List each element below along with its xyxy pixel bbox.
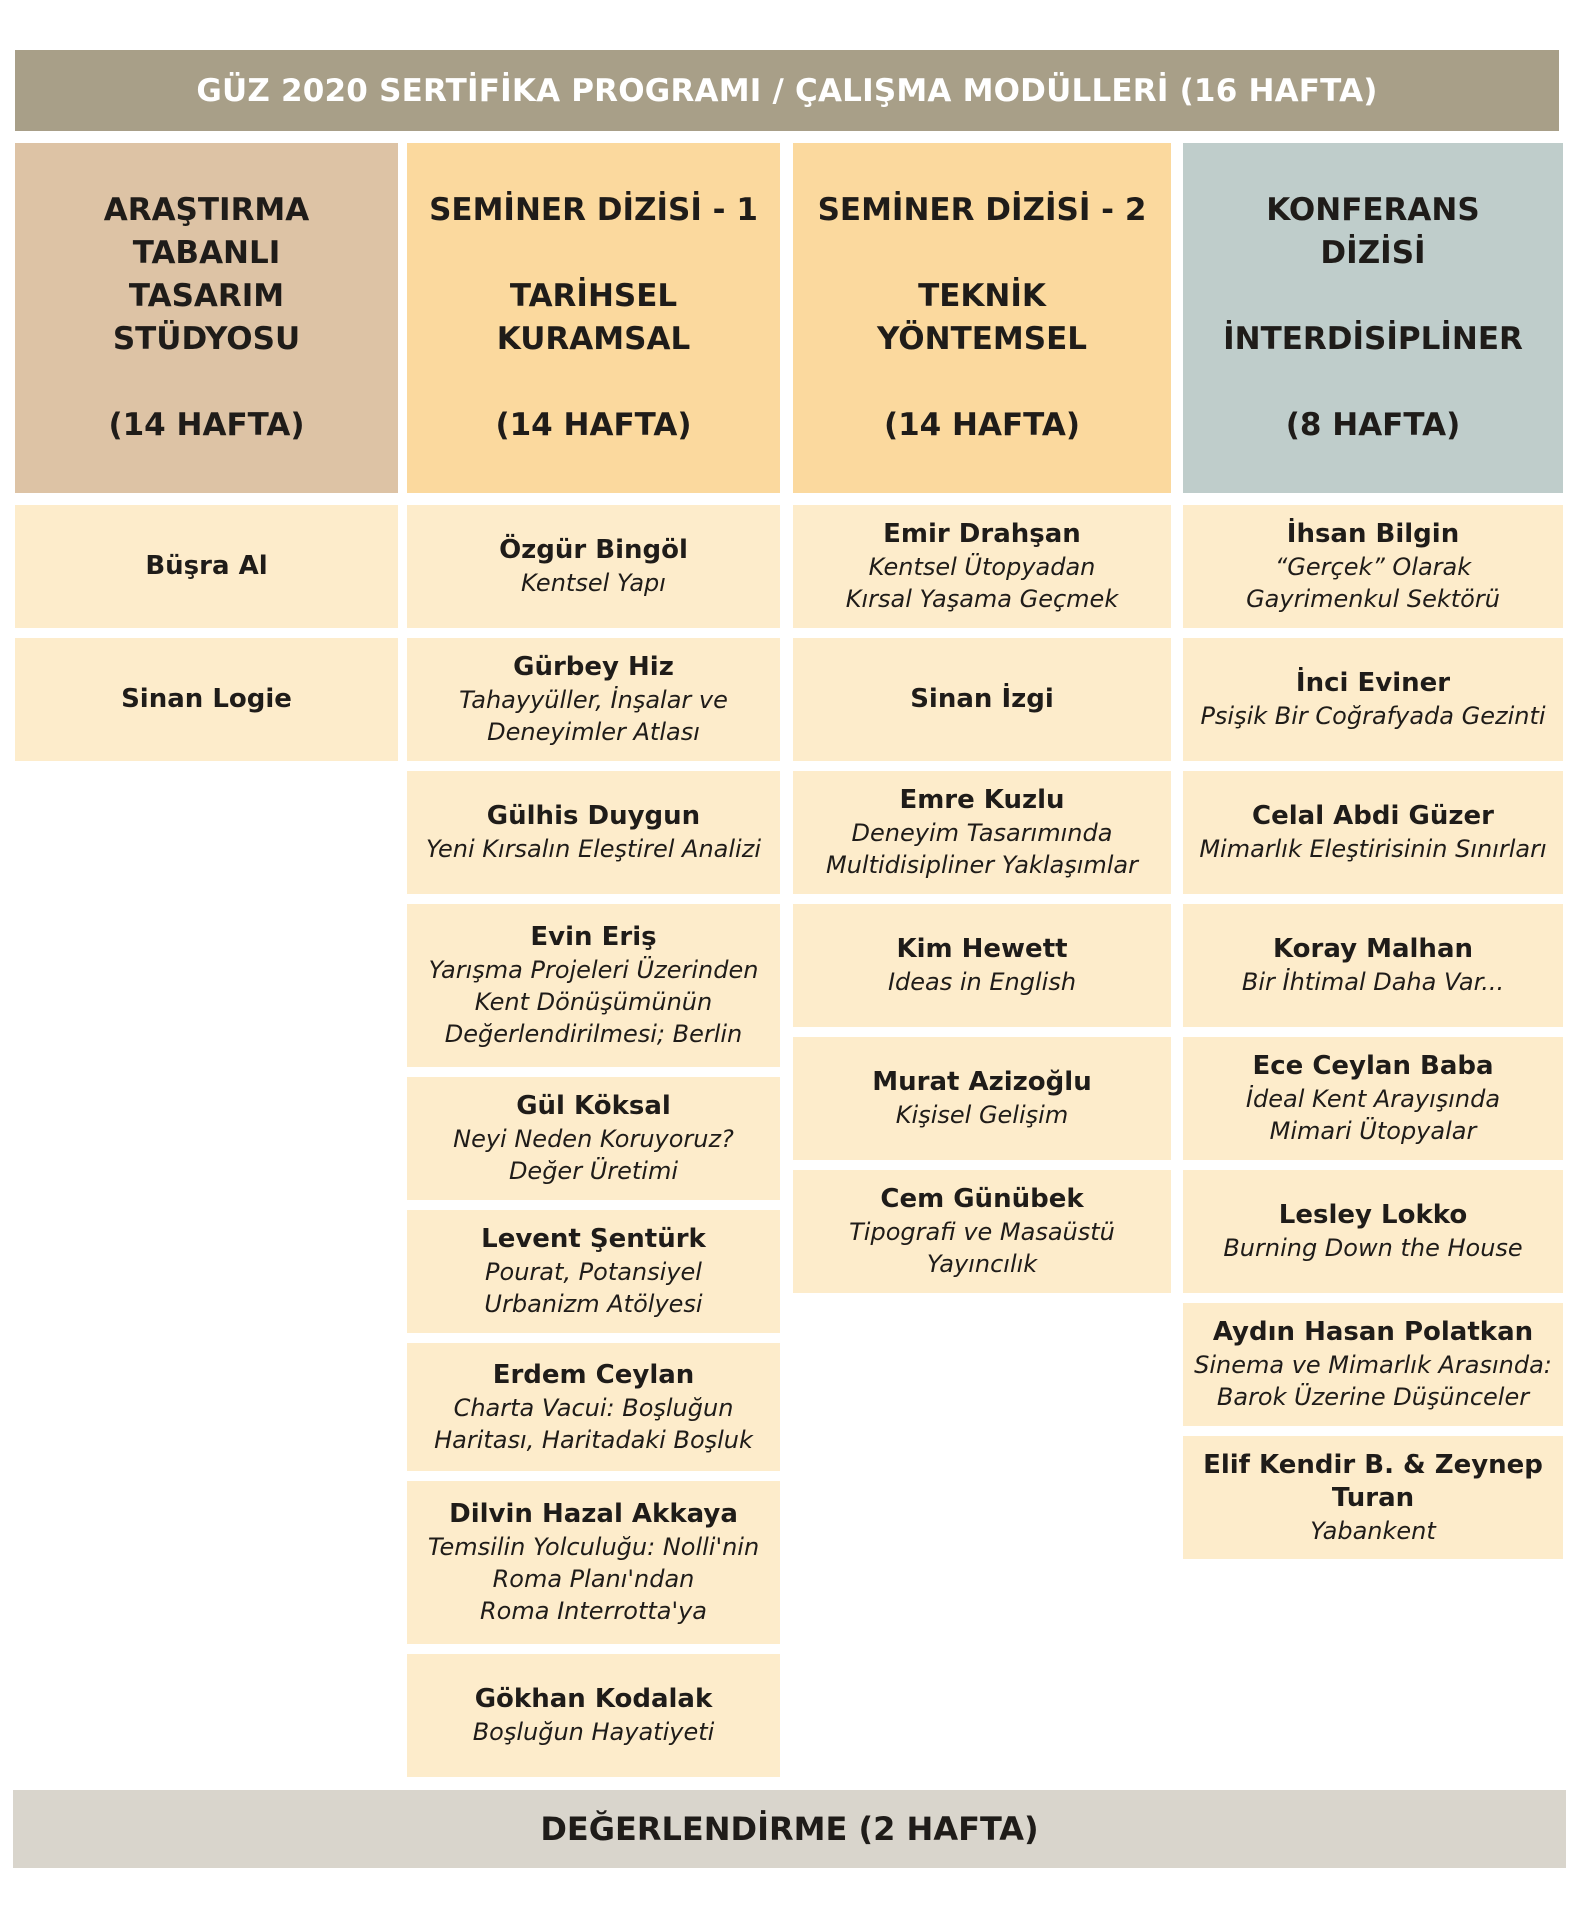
- module-card: [407, 505, 780, 628]
- instructor-name: Lesley Lokko: [1278, 1200, 1468, 1230]
- course-topic: Tipografi ve Masaüstü Yayıncılık: [849, 1218, 1115, 1278]
- column-header-seminar-2: [793, 143, 1171, 493]
- instructor-name: Dilvin Hazal Akkaya: [449, 1499, 738, 1529]
- card-list: [793, 505, 1171, 1293]
- instructor-name: Büşra Al: [145, 551, 268, 581]
- column-seminar-2: [793, 143, 1171, 1303]
- instructor-name: Sinan Logie: [121, 684, 292, 714]
- card-list: [1183, 505, 1563, 1559]
- module-card: [1183, 1303, 1563, 1426]
- header-line: İNTERDİSİPLİNER: [1223, 321, 1523, 357]
- course-topic: Bir İhtimal Daha Var...: [1241, 968, 1505, 996]
- module-card: [793, 1037, 1171, 1160]
- module-card: [407, 1654, 780, 1777]
- module-card: [407, 904, 780, 1067]
- instructor-name: Erdem Ceylan: [492, 1359, 695, 1390]
- module-card: [407, 1077, 780, 1200]
- instructor-name: İnci Eviner: [1295, 668, 1451, 698]
- header-line: TABANLI: [132, 235, 281, 271]
- instructor-name: Gökhan Kodalak: [474, 1684, 713, 1714]
- header-duration: (14 HAFTA): [495, 407, 692, 443]
- header-line: STÜDYOSU: [112, 321, 301, 357]
- module-card: [407, 1210, 780, 1333]
- instructor-name: Ece Ceylan Baba: [1252, 1051, 1494, 1081]
- course-topic: Kentsel Ütopyadan Kırsal Yaşama Geçmek: [845, 553, 1119, 613]
- header-line: KONFERANS: [1266, 192, 1480, 228]
- module-card: [1183, 1037, 1563, 1160]
- module-card: [793, 771, 1171, 894]
- module-card: [793, 638, 1171, 761]
- instructor-name: Emre Kuzlu: [899, 785, 1065, 815]
- module-card: [1183, 1170, 1563, 1293]
- course-topic: “Gerçek” Olarak Gayrimenkul Sektörü: [1246, 553, 1500, 613]
- column-conference: [1183, 143, 1563, 1569]
- header-line: ARAŞTIRMA: [103, 192, 310, 228]
- instructor-name: Gülhis Duygun: [486, 801, 701, 831]
- course-topic: Temsilin Yolculuğu: Nolli'nin Roma Planı'ndan Roma Interrotta'ya: [427, 1533, 760, 1625]
- header-line: SEMİNER DİZİSİ - 2: [817, 192, 1147, 228]
- header-duration: (8 HAFTA): [1285, 407, 1461, 443]
- course-topic: Yabankent: [1310, 1516, 1436, 1545]
- course-topic: Mimarlık Eleştirisinin Sınırları: [1199, 835, 1547, 863]
- course-topic: Tahayyüller, İnşalar ve Deneyimler Atlası: [459, 686, 728, 746]
- course-topic: Sinema ve Mimarlık Arasında: Barok Üzerine Düşünceler: [1194, 1351, 1552, 1411]
- module-card: [407, 1481, 780, 1644]
- module-card: [15, 505, 398, 628]
- column-research-studio: [15, 143, 398, 771]
- module-card: [407, 1343, 780, 1471]
- module-card: [1183, 904, 1563, 1027]
- instructor-name: Gül Köksal: [516, 1091, 671, 1121]
- course-topic: Yarışma Projeleri Üzerinden Kent Dönüşümünün Değerlendirilmesi; Berlin: [428, 956, 759, 1048]
- header-line: YÖNTEMSEL: [876, 321, 1088, 357]
- instructor-name: Sinan İzgi: [910, 684, 1054, 714]
- column-seminar-1: [407, 143, 780, 1787]
- module-card: [1183, 771, 1563, 894]
- instructor-name: Elif Kendir B. & Zeynep Turan: [1203, 1449, 1543, 1513]
- course-topic: Kişisel Gelişim: [895, 1101, 1069, 1129]
- evaluation-bar: DEĞERLENDİRME (2 HAFTA): [13, 1790, 1566, 1868]
- module-card: [15, 638, 398, 761]
- module-card: [793, 904, 1171, 1027]
- module-card: [1183, 638, 1563, 761]
- header-line: KURAMSAL: [496, 321, 691, 357]
- instructor-name: Murat Azizoğlu: [872, 1067, 1092, 1097]
- course-topic: Boşluğun Hayatiyeti: [472, 1718, 715, 1746]
- column-header-conference: [1183, 143, 1563, 493]
- course-topic: Neyi Neden Koruyoruz? Değer Üretimi: [453, 1125, 734, 1185]
- card-list: [15, 505, 398, 761]
- course-topic: Ideas in English: [887, 968, 1077, 996]
- course-topic: Burning Down the House: [1223, 1234, 1523, 1262]
- header-line: TARİHSEL: [509, 278, 678, 314]
- header-line: SEMİNER DİZİSİ - 1: [429, 192, 758, 228]
- instructor-name: Celal Abdi Güzer: [1252, 801, 1494, 831]
- course-topic: Deneyim Tasarımında Multidisipliner Yaklaşımlar: [825, 819, 1138, 879]
- column-header-seminar-1: [407, 143, 780, 493]
- header-line: TEKNİK: [918, 278, 1046, 314]
- instructor-name: İhsan Bilgin: [1286, 519, 1460, 549]
- module-card: [1183, 1436, 1563, 1559]
- header-duration: (14 HAFTA): [883, 407, 1081, 443]
- instructor-name: Emir Drahşan: [883, 519, 1081, 549]
- card-list: [407, 505, 780, 1777]
- instructor-name: Koray Malhan: [1272, 934, 1473, 964]
- course-topic: Psişik Bir Coğrafyada Gezinti: [1200, 702, 1546, 730]
- module-card: [407, 771, 780, 894]
- course-topic: Yeni Kırsalın Eleştirel Analizi: [425, 835, 761, 863]
- column-header-research-studio: [15, 143, 398, 493]
- course-topic: Pourat, Potansiyel Urbanizm Atölyesi: [484, 1258, 703, 1318]
- instructor-name: Evin Eriş: [530, 922, 657, 952]
- module-card: [1183, 505, 1563, 628]
- course-topic: Kentsel Yapı: [521, 569, 666, 597]
- header-line: DİZİSİ: [1320, 235, 1426, 271]
- header-duration: (14 HAFTA): [108, 407, 305, 443]
- instructor-name: Cem Günübek: [880, 1184, 1084, 1214]
- instructor-name: Kim Hewett: [896, 934, 1068, 964]
- module-card: [793, 505, 1171, 628]
- module-card: [407, 638, 780, 761]
- instructor-name: Gürbey Hiz: [513, 652, 674, 682]
- header-line: TASARIM: [128, 278, 285, 314]
- module-card: [793, 1170, 1171, 1293]
- instructor-name: Aydın Hasan Polatkan: [1212, 1317, 1534, 1347]
- course-topic: İdeal Kent Arayışında Mimari Ütopyalar: [1245, 1085, 1501, 1145]
- instructor-name: Levent Şentürk: [481, 1224, 706, 1254]
- course-topic: Charta Vacui: Boşluğun Haritası, Haritadaki Boşluk: [434, 1393, 753, 1454]
- instructor-name: Özgür Bingöl: [499, 535, 688, 565]
- program-title: GÜZ 2020 SERTİFİKA PROGRAMI / ÇALIŞMA MODÜLLERİ (16 HAFTA): [15, 50, 1559, 131]
